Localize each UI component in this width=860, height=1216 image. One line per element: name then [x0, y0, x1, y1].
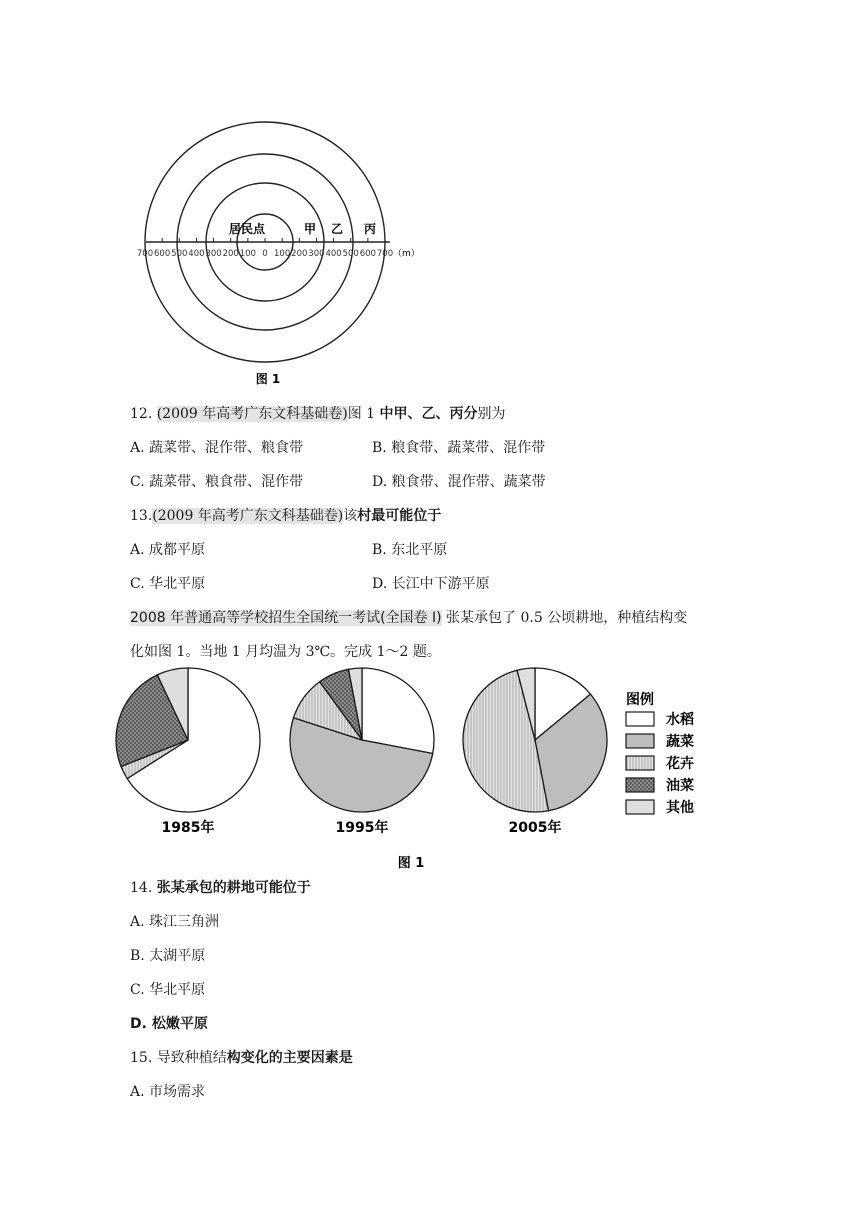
q12-number: 12.	[130, 406, 153, 422]
q12-source: (2009 年高考广东文科基础卷)	[156, 406, 348, 422]
q12-stem	[130, 404, 506, 424]
q12-option-c: C. 蔬菜带、粮食带、混作带	[130, 474, 304, 490]
scale-tick-label: 500	[342, 249, 359, 259]
planting-structure-pie-charts	[110, 662, 730, 872]
q14-stem	[130, 878, 311, 898]
q13-option-b: B. 东北平原	[372, 542, 448, 558]
q14-option-d: D. 松嫩平原	[130, 1016, 208, 1032]
figure-caption-top: 图 1	[255, 372, 281, 386]
q13-number: 13.	[130, 508, 153, 524]
q12-stem-a: 图 1	[347, 406, 380, 422]
pie-year-label: 1995年	[335, 820, 389, 836]
q14-option-b: B. 太湖平原	[130, 948, 206, 964]
pie-1995年	[290, 668, 434, 836]
legend-swatch	[626, 778, 654, 792]
scale-tick-label: 600	[154, 249, 171, 259]
scale-tick-label: 600	[359, 249, 376, 259]
intro-line-2	[130, 642, 441, 662]
q15-stem-a: 导致种植结	[156, 1050, 227, 1066]
legend-swatch	[626, 756, 654, 770]
legend-label: 油菜	[666, 778, 694, 794]
zone-ring-figure	[120, 110, 440, 400]
scale-tick-label: 400	[325, 249, 342, 259]
scale-tick-label: 0	[262, 249, 268, 259]
label-jia: 甲	[303, 222, 317, 236]
q12-stem-b: 中甲、乙、丙分	[379, 406, 478, 422]
legend-swatch	[626, 800, 654, 814]
scale-tick-label: 200	[291, 249, 308, 259]
q12-option-b: B. 粮食带、蔬菜带、混作带	[372, 440, 546, 456]
legend-swatch	[626, 712, 654, 726]
q14-option-a: A. 珠江三角洲	[130, 914, 220, 930]
pie-year-label: 2005年	[508, 820, 562, 836]
scale-tick-label: 700	[136, 249, 154, 259]
label-yi: 乙	[330, 222, 344, 236]
q12-row-2	[130, 472, 546, 492]
q12-stem-c: 别为	[477, 406, 506, 422]
legend-label: 蔬菜	[666, 734, 694, 750]
scale-tick-label: 500	[171, 249, 188, 259]
q12-row-1	[130, 438, 546, 458]
q13-source: (2009 年高考广东文科基础卷)	[152, 508, 344, 524]
scale-unit: （m）	[393, 249, 420, 259]
legend-title: 图例	[626, 692, 654, 708]
q13-row-2	[130, 574, 490, 594]
q13-option-d: D. 长江中下游平原	[372, 576, 490, 592]
q13-stem	[130, 506, 441, 526]
pie-1985年	[116, 668, 260, 836]
label-bing: 丙	[363, 222, 377, 236]
scale-tick-label: 100	[239, 249, 256, 259]
q15-option-a: A. 市场需求	[130, 1084, 206, 1100]
q13-row-1	[130, 540, 448, 560]
q13-stem-a: 该	[343, 508, 358, 524]
q14-number: 14.	[130, 880, 153, 896]
scale-tick-label: 300	[308, 249, 325, 259]
q15-stem-b: 构变化的主要因素是	[226, 1050, 353, 1066]
intro-text-2: 化如图 1。当地 1 月均温为 3℃。完成 1～2 题。	[130, 644, 441, 660]
q15-stem	[130, 1048, 353, 1068]
scale-tick-label: 200	[222, 249, 239, 259]
chart-title: 图 1	[397, 856, 425, 871]
q15-number: 15.	[130, 1050, 153, 1066]
q12-option-a: A. 蔬菜带、混作带、粮食带	[130, 440, 304, 456]
q13-option-a: A. 成都平原	[130, 542, 206, 558]
pie-year-label: 1985年	[161, 820, 215, 836]
legend-label: 水稻	[666, 712, 694, 728]
q12-option-d: D. 粮食带、混作带、蔬菜带	[372, 474, 546, 490]
q13-option-c: C. 华北平原	[130, 576, 206, 592]
pie-slice-水稻	[362, 668, 434, 753]
pie-2005年	[463, 668, 607, 836]
legend-label: 花卉	[666, 756, 694, 772]
label-settlement: 居民点	[228, 222, 266, 236]
q13-stem-b: 村最可能位于	[357, 508, 442, 524]
intro-text-1: 张某承包了 0.5 公顷耕地，种植结构变	[441, 610, 688, 626]
intro-source: 2008 年普通高等学校招生全国统一考试(全国卷 I)	[130, 610, 442, 626]
q14-option-c: C. 华北平原	[130, 982, 206, 998]
scale-tick-label: 700	[376, 249, 394, 259]
scale-tick-label: 100	[274, 249, 291, 259]
legend-label: 其他	[666, 800, 694, 816]
legend-swatch	[626, 734, 654, 748]
intro-line-1	[130, 608, 687, 628]
q14-stem-text: 张某承包的耕地可能位于	[156, 880, 311, 896]
scale-tick-label: 300	[205, 249, 222, 259]
scale-tick-label: 400	[188, 249, 205, 259]
